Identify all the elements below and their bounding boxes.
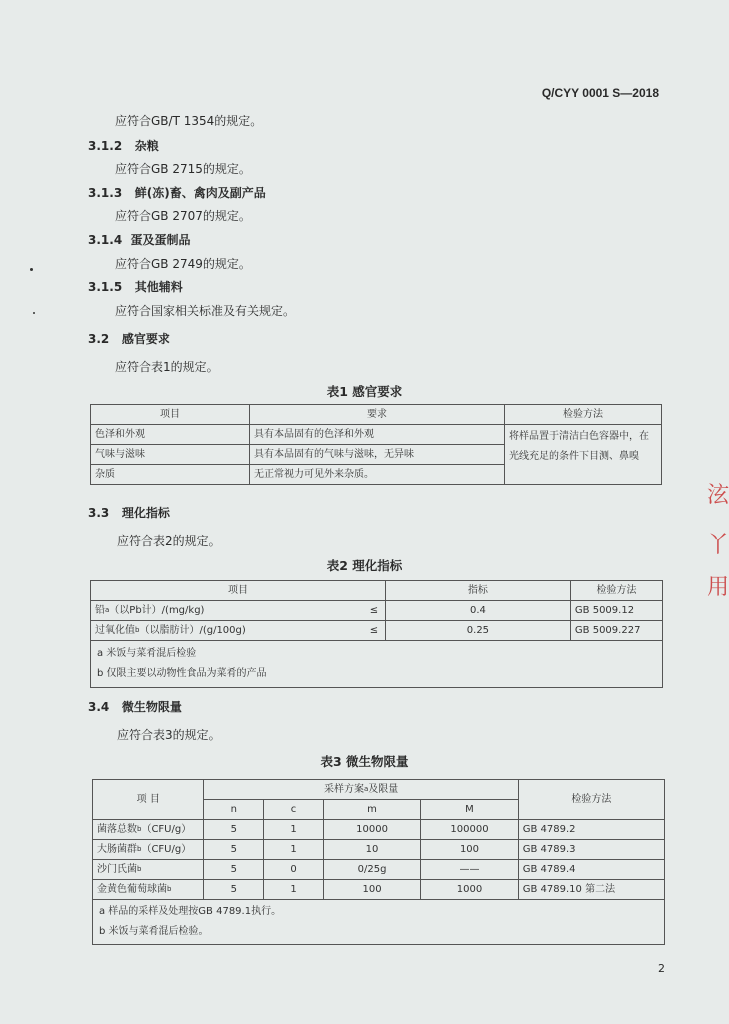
- table-header-cell: n: [204, 800, 264, 820]
- table-note-row: [93, 900, 665, 945]
- section-heading: 3.1.3 鲜(冻)畜、禽肉及副产品: [88, 186, 266, 200]
- table-cell: GB 5009.12: [570, 601, 662, 621]
- table3-caption: 表3 微生物限量: [320, 754, 409, 769]
- table-cell: 5: [204, 880, 264, 900]
- table-row: [93, 840, 665, 860]
- table-header-cell: 采样方案$^a$及限量: [204, 780, 518, 800]
- table-header-row: [91, 581, 663, 601]
- table-cell: 10000: [323, 820, 420, 840]
- table-header-cell: 检验方法: [505, 405, 662, 425]
- table-cell: 杂质: [91, 465, 250, 485]
- table-header-cell: 项 目: [93, 780, 204, 820]
- table-header-cell: 要求: [250, 405, 505, 425]
- table-cell: 过氧化值$^b$（以脂肪计）/(g/100g): [91, 621, 363, 641]
- table-cell: 5: [204, 820, 264, 840]
- table-row: [91, 621, 663, 641]
- body-text: 应符合GB/T 1354的规定。: [115, 114, 263, 128]
- table-cell: 100: [421, 840, 519, 860]
- table-cell: 将样品置于清洁白色容器中，在光线充足的条件下目测、鼻嗅: [505, 425, 662, 485]
- page-number: 2: [658, 962, 665, 975]
- table-row: [91, 601, 663, 621]
- table-header-cell: M: [421, 800, 519, 820]
- table-note: a 样品的采样及处理按GB 4789.1执行。: [99, 906, 282, 917]
- table-cell: GB 5009.227: [570, 621, 662, 641]
- table-note: a 米饭与菜肴混后检验: [97, 648, 197, 659]
- table-cell: GB 4789.2: [518, 820, 664, 840]
- table-cell: GB 4789.4: [518, 860, 664, 880]
- table-cell: 金黄色葡萄球菌$^b$: [93, 880, 204, 900]
- table-cell: 0: [264, 860, 324, 880]
- table-note: b 仅限主要以动物性食品为菜肴的产品: [97, 668, 267, 679]
- body-text: 应符合表3的规定。: [117, 728, 221, 742]
- table2: [90, 580, 663, 688]
- table-cell: 菌落总数$^b$（CFU/g）: [93, 820, 204, 840]
- table-cell: 0.25: [385, 621, 570, 641]
- scan-speck: [33, 312, 35, 314]
- table-notes: [91, 641, 663, 688]
- table-cell: 0.4: [385, 601, 570, 621]
- body-text: 应符合国家相关标准及有关规定。: [115, 304, 296, 318]
- table-cell: 1000: [421, 880, 519, 900]
- table-cell: 5: [204, 840, 264, 860]
- table-cell: 1: [264, 840, 324, 860]
- table-cell: GB 4789.10 第二法: [518, 880, 664, 900]
- table-cell: GB 4789.3: [518, 840, 664, 860]
- table-cell: 具有本品固有的气味与滋味，无异味: [250, 445, 505, 465]
- table-cell: ≤: [363, 601, 386, 621]
- stamp-char: 用: [706, 575, 729, 600]
- table-note-row: [91, 641, 663, 688]
- body-text: 应符合GB 2749的规定。: [115, 257, 251, 271]
- table-cell: 气味与滋味: [91, 445, 250, 465]
- table-header-cell: 检验方法: [570, 581, 662, 601]
- table-cell: 具有本品固有的色泽和外观: [250, 425, 505, 445]
- body-text: 应符合GB 2707的规定。: [115, 209, 251, 223]
- table1: [90, 404, 662, 485]
- stamp-char: 泫: [706, 483, 729, 508]
- section-heading: 3.1.2 杂粮: [88, 139, 159, 153]
- stamp-char: 丫: [706, 533, 729, 558]
- section-heading: 3.2 感官要求: [88, 332, 170, 346]
- section-heading: 3.1.4 蛋及蛋制品: [88, 233, 191, 247]
- table-cell: 沙门氏菌$^b$: [93, 860, 204, 880]
- table-cell: 0/25g: [323, 860, 420, 880]
- table-cell: 无正常视力可见外来杂质。: [250, 465, 505, 485]
- table-cell: 10: [323, 840, 420, 860]
- table-header-row: [93, 780, 665, 800]
- table-row: [93, 860, 665, 880]
- table-cell: 1: [264, 880, 324, 900]
- body-text: 应符合表2的规定。: [117, 534, 221, 548]
- table-cell: 5: [204, 860, 264, 880]
- table-header-cell: 指标: [385, 581, 570, 601]
- table-row: [93, 880, 665, 900]
- table-cell: 1: [264, 820, 324, 840]
- table-cell: 100000: [421, 820, 519, 840]
- section-heading: 3.4 微生物限量: [88, 700, 182, 714]
- table-cell: 铅$^a$（以Pb计）/(mg/kg): [91, 601, 363, 621]
- section-heading: 3.3 理化指标: [88, 506, 170, 520]
- table-header-cell: 检验方法: [518, 780, 664, 820]
- table2-caption: 表2 理化指标: [326, 558, 403, 573]
- table-header-cell: c: [264, 800, 324, 820]
- body-text: 应符合GB 2715的规定。: [115, 162, 251, 176]
- table3: [92, 779, 665, 945]
- table-cell: 100: [323, 880, 420, 900]
- body-text: 应符合表1的规定。: [115, 360, 219, 374]
- table-header-cell: 项目: [91, 405, 250, 425]
- table-cell: ——: [421, 860, 519, 880]
- table-cell: ≤: [363, 621, 386, 641]
- table-cell: 色泽和外观: [91, 425, 250, 445]
- table-note: b 米饭与菜肴混后检验。: [99, 926, 209, 937]
- table-row: [93, 820, 665, 840]
- table-header-cell: m: [323, 800, 420, 820]
- scan-speck: [30, 268, 33, 271]
- table-notes: [93, 900, 665, 945]
- section-heading: 3.1.5 其他辅料: [88, 280, 183, 294]
- table1-caption: 表1 感官要求: [326, 384, 403, 399]
- table-header-cell: 项目: [91, 581, 386, 601]
- table-cell: 大肠菌群$^b$（CFU/g）: [93, 840, 204, 860]
- document-code: Q/CYY 0001 S—2018: [541, 86, 659, 100]
- table-header-row: [91, 405, 662, 425]
- table-row: [91, 425, 662, 445]
